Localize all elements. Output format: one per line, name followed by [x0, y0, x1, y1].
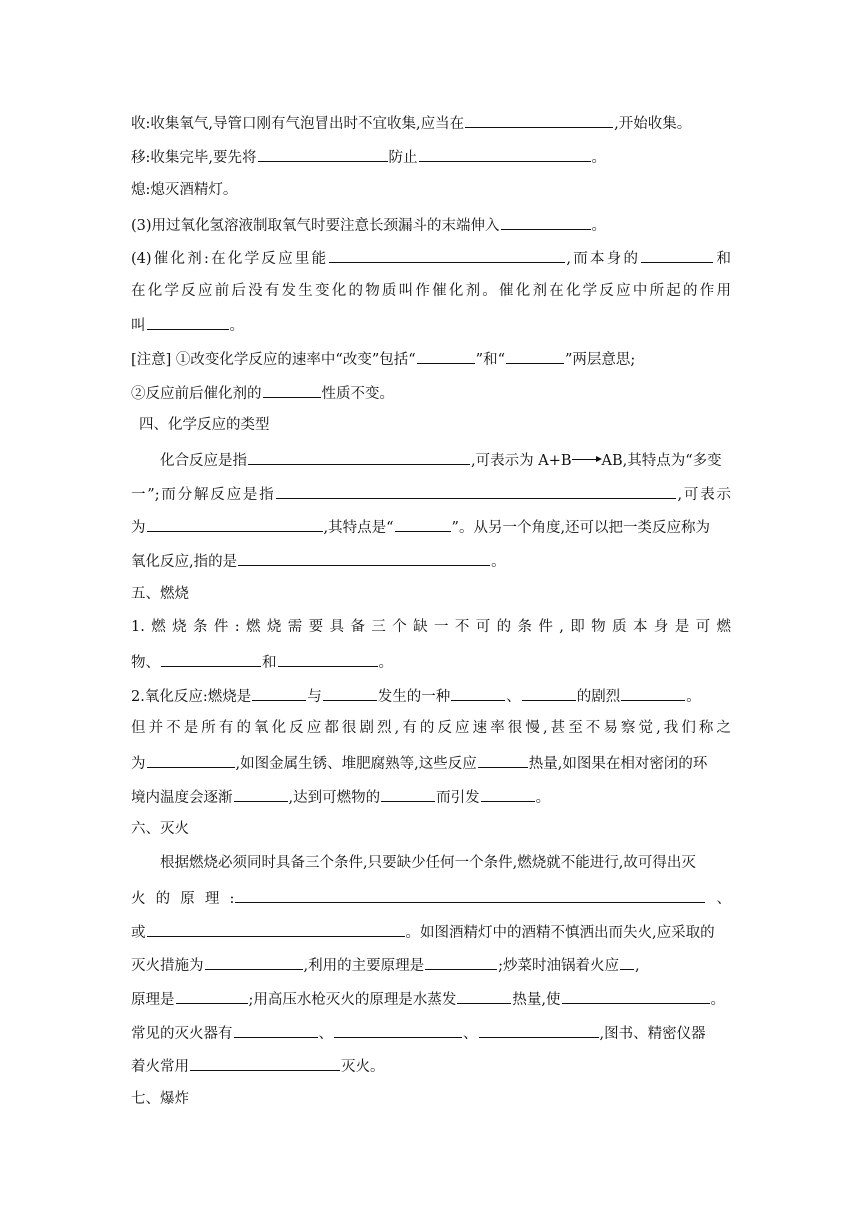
fill-blank[interactable]	[147, 312, 229, 330]
text-line: 2.氧化反应:燃烧是 与 发生的一种 、 的剧烈 。	[131, 683, 731, 707]
text-line: 灭火措施为 ,利用的主要原理是 ;炒菜时油锅着火应 ,	[131, 952, 731, 976]
text-line: 原理是 ;用高压水枪灭火的原理是水蒸发 热量,使 。	[131, 986, 731, 1010]
fill-blank[interactable]	[419, 144, 591, 162]
fill-blank[interactable]	[506, 346, 564, 364]
fill-blank[interactable]	[161, 649, 261, 667]
fill-blank[interactable]	[238, 548, 490, 566]
text-line: [注意] ①改变化学反应的速率中“改变”包括“ ”和“ ”两层意思;	[131, 346, 731, 370]
text-line: 或 。如图酒精灯中的酒精不慎洒出而失火,应采取的	[131, 919, 731, 943]
fill-blank[interactable]	[147, 750, 235, 768]
text-line: 一”;而分解反应是指 ,可表示	[131, 481, 731, 505]
fill-blank[interactable]	[234, 784, 288, 802]
section-heading: 四、化学反应的类型	[139, 417, 270, 433]
fill-blank[interactable]	[395, 514, 451, 532]
text-line: 常见的灭火器有 、 、 ,图书、精密仪器	[131, 1020, 731, 1044]
fill-blank[interactable]	[501, 212, 591, 230]
text-line: 化合反应是指 ,可表示为 A+B AB,其特点为“多变	[131, 447, 731, 471]
fill-blank[interactable]	[252, 683, 306, 701]
text-line: 熄:熄灭酒精灯。	[131, 182, 238, 198]
fill-blank[interactable]	[479, 1020, 599, 1038]
fill-blank[interactable]	[329, 245, 565, 263]
fill-blank[interactable]	[457, 986, 511, 1004]
fill-blank[interactable]	[190, 1053, 340, 1071]
fill-blank[interactable]	[621, 683, 685, 701]
fill-blank[interactable]	[147, 919, 405, 937]
text-line: 氧化反应,指的是 。	[131, 548, 731, 572]
fill-blank[interactable]	[263, 380, 321, 398]
fill-blank[interactable]	[465, 110, 613, 128]
reaction-arrow-icon	[572, 455, 602, 465]
text-line: 收:收集氧气,导管口刚有气泡冒出时不宜收集,应当在 ,开始收集。	[131, 110, 731, 134]
section-heading: 六、灭火	[131, 821, 189, 837]
fill-blank[interactable]	[278, 649, 378, 667]
fill-blank[interactable]	[620, 952, 634, 970]
text-line: 火的原理: 、	[131, 885, 731, 909]
text-line: 着火常用 灭火。	[131, 1053, 731, 1077]
fill-blank[interactable]	[276, 481, 676, 499]
text-line: 在化学反应前后没有发生变化的物质叫作催化剂。催化剂在化学反应中所起的作用	[131, 283, 731, 299]
text-line: 为 ,其特点是“ ”。从另一个角度,还可以把一类反应称为	[131, 514, 731, 538]
section-heading: 五、燃烧	[131, 586, 189, 602]
fill-blank[interactable]	[562, 986, 710, 1004]
fill-blank[interactable]	[176, 986, 248, 1004]
text-line: 叫 。	[131, 312, 731, 336]
fill-blank[interactable]	[323, 683, 377, 701]
text-line: 移:收集完毕,要先将 防止 。	[131, 144, 731, 168]
fill-blank[interactable]	[641, 245, 713, 263]
fill-blank[interactable]	[417, 346, 475, 364]
fill-blank[interactable]	[205, 952, 303, 970]
fill-blank[interactable]	[147, 514, 323, 532]
fill-blank[interactable]	[478, 750, 528, 768]
text-line: 根据燃烧必须同时具备三个条件,只要缺少任何一个条件,燃烧就不能进行,故可得出灭	[160, 855, 696, 871]
fill-blank[interactable]	[425, 952, 497, 970]
fill-blank[interactable]	[235, 885, 705, 903]
text-line: (3)用过氧化氢溶液制取氧气时要注意长颈漏斗的末端伸入 。	[131, 212, 731, 236]
fill-blank[interactable]	[334, 1020, 462, 1038]
fill-blank[interactable]	[258, 144, 388, 162]
fill-blank[interactable]	[381, 784, 435, 802]
fill-blank[interactable]	[234, 1020, 318, 1038]
text-line: 但并不是所有的氧化反应都很剧烈,有的反应速率很慢,甚至不易察觉,我们称之	[131, 720, 731, 736]
text-line: 1.燃烧条件:燃烧需要具备三个缺一不可的条件,即物质本身是可燃	[131, 619, 731, 635]
fill-blank[interactable]	[248, 447, 470, 465]
fill-blank[interactable]	[481, 784, 535, 802]
section-heading: 七、爆炸	[131, 1091, 189, 1107]
text-line: 物、 和 。	[131, 649, 731, 673]
text-line: ②反应前后催化剂的 性质不变。	[131, 380, 731, 404]
text-line: (4)催化剂:在化学反应里能 ,而本身的 和	[131, 245, 731, 269]
fill-blank[interactable]	[451, 683, 505, 701]
text-line: 为 ,如图金属生锈、堆肥腐熟等,这些反应 热量,如图果在相对密闭的环	[131, 750, 731, 774]
text-line: 境内温度会逐渐 ,达到可燃物的 而引发 。	[131, 784, 731, 808]
fill-blank[interactable]	[522, 683, 576, 701]
